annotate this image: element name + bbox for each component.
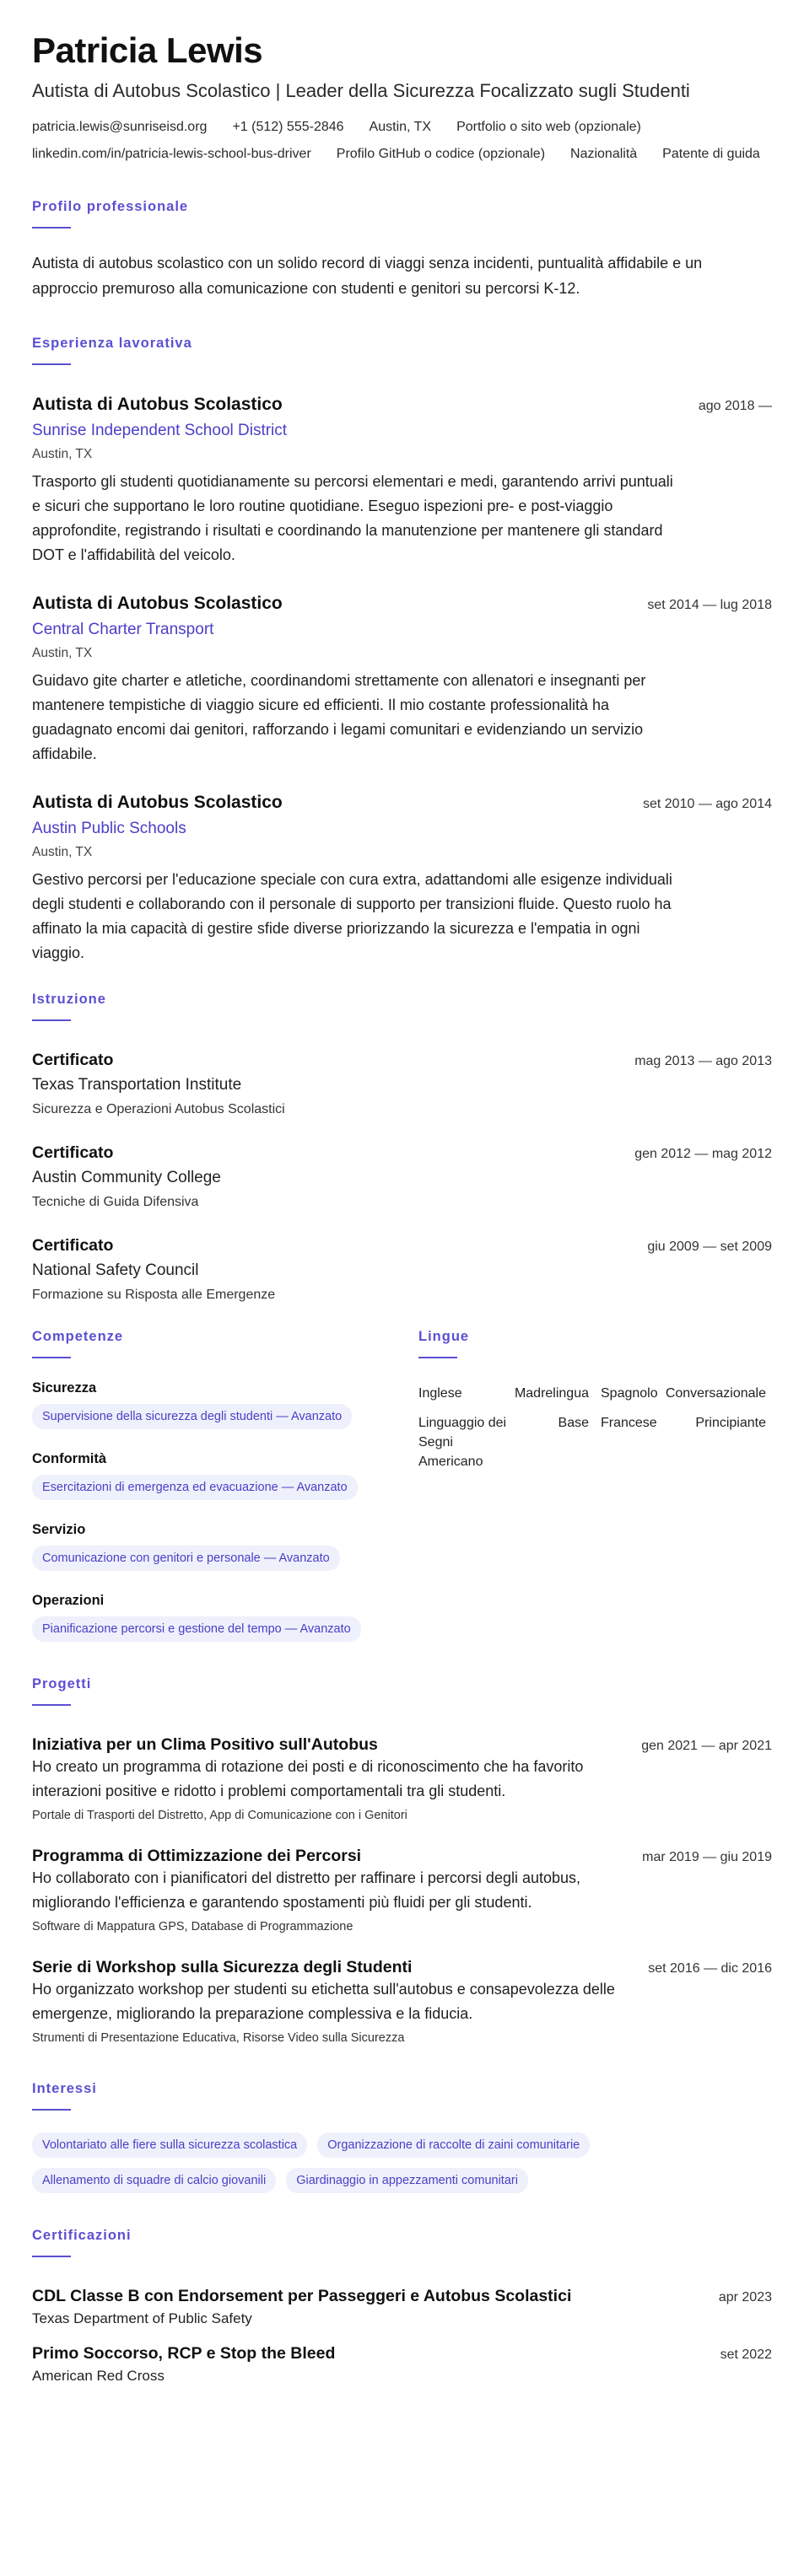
edu-degree: Certificato	[32, 1050, 114, 1069]
education-item	[32, 1235, 772, 1304]
languages-table	[418, 1384, 772, 1471]
job-description: Guidavo gite charter e atletiche, coordinandomi strettamente con allenatori e insegnanti per mantenere tempistiche di viaggio sicure ed efficienti. Il mio costante professionalità ha guadagnato encomi dai genitori, rafforzando i legami comunitari e evidenziando un servizio affidabile.	[32, 671, 646, 762]
project-title: Programma di Ottimizzazione dei Percorsi	[32, 1846, 362, 1865]
certification-issuer: American Red Cross	[32, 2367, 165, 2384]
project-date: gen 2021 — apr 2021	[641, 1738, 772, 1753]
job-description: Gestivo percorsi per l'educazione speciale con cura extra, adattandomi alle esigenze individuali degli studenti e collaborando con il personale di supporto per transizioni fluide. Questo ruolo ha affinato la mia capacità di gestire sfide diverse priorizzando la sicurezza e l'empatia in ogni viaggio.	[32, 870, 672, 961]
languages-section	[418, 1328, 772, 1642]
interests-section	[32, 2080, 772, 2193]
skills-languages-row	[32, 1328, 772, 1642]
section-title: Istruzione	[32, 991, 106, 1007]
project-item	[32, 1734, 772, 1824]
section-divider	[32, 227, 71, 229]
skill-name: Conformità	[32, 1450, 106, 1466]
job-title: Autista di Autobus Scolastico	[32, 394, 283, 414]
skill-name: Servizio	[32, 1521, 86, 1537]
section-title: Lingue	[418, 1328, 470, 1344]
section-title: Progetti	[32, 1675, 92, 1691]
project-date: mar 2019 — giu 2019	[642, 1849, 772, 1864]
job-title: Autista di Autobus Scolastico	[32, 593, 283, 613]
certifications-section	[32, 2227, 772, 2385]
project-description: Ho organizzato workshop per studenti su etichetta sull'autobus e consapevolezza delle emergenze, migliorando la preparazione complessiva e la fiducia.	[32, 1980, 615, 2022]
language-name: Inglese	[418, 1385, 462, 1401]
project-date: set 2016 — dic 2016	[648, 1960, 772, 1976]
candidate-headline: Autista di Autobus Scolastico | Leader della Sicurezza Focalizzato sugli Studenti	[32, 80, 690, 102]
skills-section	[32, 1328, 418, 1642]
experience-item	[32, 593, 772, 766]
language-level: Conversazionale	[665, 1385, 766, 1401]
interest-tag: Volontariato alle fiere sulla sicurezza scolastica	[32, 2132, 307, 2158]
job-location: Austin, TX	[32, 645, 93, 660]
certification-item	[32, 2286, 772, 2328]
job-company: Sunrise Independent School District	[32, 421, 288, 439]
education-section	[32, 991, 772, 1304]
edu-date: mag 2013 — ago 2013	[634, 1053, 772, 1068]
contact-linkedin[interactable]: linkedin.com/in/patricia-lewis-school-bus-driver	[32, 146, 311, 161]
job-date: ago 2018 —	[698, 398, 772, 413]
education-item	[32, 1050, 772, 1119]
skill-group	[32, 1591, 418, 1642]
certification-issuer: Texas Department of Public Safety	[32, 2310, 252, 2326]
edu-date: gen 2012 — mag 2012	[634, 1146, 772, 1161]
section-divider	[32, 2109, 71, 2111]
job-date: set 2014 — lug 2018	[647, 597, 772, 612]
project-item	[32, 1957, 772, 2046]
job-date: set 2010 — ago 2014	[642, 796, 772, 811]
section-title: Esperienza lavorativa	[32, 335, 192, 351]
contact-email[interactable]: patricia.lewis@sunriseisd.org	[32, 119, 208, 134]
contact-github[interactable]: Profilo GitHub o codice (opzionale)	[336, 146, 546, 161]
section-divider	[32, 2256, 71, 2257]
projects-section	[32, 1675, 772, 2046]
candidate-name: Patricia Lewis	[32, 30, 263, 70]
edu-degree: Certificato	[32, 1143, 114, 1162]
section-title: Interessi	[32, 2080, 97, 2096]
skill-group	[32, 1520, 418, 1571]
section-divider	[32, 1357, 71, 1358]
edu-date: giu 2009 — set 2009	[647, 1239, 772, 1254]
project-title: Serie di Workshop sulla Sicurezza degli Studenti	[32, 1957, 413, 1976]
job-company: Austin Public Schools	[32, 819, 186, 837]
section-divider	[32, 1704, 71, 1706]
contact-phone[interactable]: +1 (512) 555-2846	[232, 119, 344, 134]
skill-group	[32, 1379, 418, 1429]
experience-section	[32, 335, 772, 965]
skill-name: Operazioni	[32, 1592, 105, 1608]
language-name: Francese	[601, 1415, 657, 1430]
certification-name: CDL Classe B con Endorsement per Passeggeri e Autobus Scolastici	[32, 2286, 572, 2305]
job-description: Trasporto gli studenti quotidianamente su percorsi elementari e medi, garantendo arrivi puntuali e sicuri che supportano le loro routine quotidiane. Eseguo ispezioni pre- e post-viaggio approfondite, registrando i risultati e coordinando la manutenzione per mantenere gli standard DOT e l'affidabilità del veicolo.	[32, 472, 673, 563]
education-item	[32, 1143, 772, 1212]
edu-degree: Certificato	[32, 1235, 114, 1255]
project-item	[32, 1846, 772, 1935]
section-title: Competenze	[32, 1328, 124, 1344]
edu-field: Formazione su Risposta alle Emergenze	[32, 1287, 276, 1302]
edu-institution: Texas Transportation Institute	[32, 1075, 242, 1094]
skill-group	[32, 1449, 418, 1500]
skill-name: Sicurezza	[32, 1379, 97, 1396]
skill-tag: Pianificazione percorsi e gestione del tempo — Avanzato	[32, 1616, 361, 1642]
experience-item	[32, 792, 772, 965]
job-title: Autista di Autobus Scolastico	[32, 792, 283, 812]
project-tools: Strumenti di Presentazione Educativa, Risorse Video sulla Sicurezza	[32, 2030, 405, 2045]
certification-item	[32, 2343, 772, 2385]
contact-portfolio[interactable]: Portfolio o sito web (opzionale)	[456, 119, 641, 134]
section-divider	[32, 363, 71, 365]
language-level: Madrelingua	[514, 1385, 589, 1401]
project-description: Ho creato un programma di rotazione dei posti e di riconoscimento che ha favorito interazioni positive e ridotto i problemi comportamentali tra gli studenti.	[32, 1757, 584, 1799]
summary-text: Autista di autobus scolastico con un solido record di viaggi senza incidenti, puntualità affidabile e un approccio premuroso alla comunicazione con studenti e genitori su percorsi K-12.	[32, 254, 703, 297]
job-company: Central Charter Transport	[32, 620, 214, 638]
summary-section	[32, 198, 772, 301]
skill-tag: Comunicazione con genitori e personale — Avanzato	[32, 1546, 340, 1571]
section-title: Certificazioni	[32, 2227, 132, 2243]
interest-tag: Organizzazione di raccolte di zaini comunitarie	[317, 2132, 590, 2158]
section-divider	[32, 1019, 71, 1021]
language-row	[418, 1384, 772, 1403]
language-level: Base	[558, 1415, 589, 1430]
language-name: Spagnolo	[601, 1385, 658, 1401]
project-description: Ho collaborato con i pianificatori del distretto per raffinare i percorsi degli autobus, migliorando l'efficienza e garantendo spostamenti più fluidi per gli studenti.	[32, 1869, 581, 1911]
interest-tag: Allenamento di squadre di calcio giovanili	[32, 2168, 276, 2193]
project-tools: Software di Mappatura GPS, Database di Programmazione	[32, 1919, 353, 1933]
experience-item	[32, 394, 772, 567]
edu-institution: National Safety Council	[32, 1261, 199, 1279]
certification-name: Primo Soccorso, RCP e Stop the Bleed	[32, 2343, 336, 2363]
interest-tag: Giardinaggio in appezzamenti comunitari	[286, 2168, 528, 2193]
contact-nationality: Nazionalità	[570, 146, 638, 161]
edu-field: Sicurezza e Operazioni Autobus Scolastici	[32, 1101, 285, 1116]
job-location: Austin, TX	[32, 844, 93, 859]
skill-tag: Esercitazioni di emergenza ed evacuazione — Avanzato	[32, 1475, 358, 1500]
edu-field: Tecniche di Guida Difensiva	[32, 1194, 199, 1209]
language-level: Principiante	[695, 1415, 766, 1430]
edu-institution: Austin Community College	[32, 1168, 221, 1186]
job-location: Austin, TX	[32, 446, 93, 461]
certification-date: apr 2023	[718, 2289, 772, 2304]
contact-location: Austin, TX	[369, 119, 432, 134]
contact-driving-license: Patente di guida	[662, 146, 760, 161]
contact-list	[32, 117, 772, 164]
interests-list	[32, 2132, 673, 2193]
skill-tag: Supervisione della sicurezza degli studenti — Avanzato	[32, 1404, 352, 1429]
language-row	[418, 1413, 772, 1471]
section-title: Profilo professionale	[32, 198, 189, 214]
section-divider	[418, 1357, 457, 1358]
language-name: Linguaggio dei Segni Americano	[418, 1415, 507, 1469]
resume-header	[32, 30, 772, 164]
project-tools: Portale di Trasporti del Distretto, App di Comunicazione con i Genitori	[32, 1808, 407, 1822]
project-title: Iniziativa per un Clima Positivo sull'Autobus	[32, 1734, 378, 1754]
certification-date: set 2022	[720, 2347, 772, 2362]
